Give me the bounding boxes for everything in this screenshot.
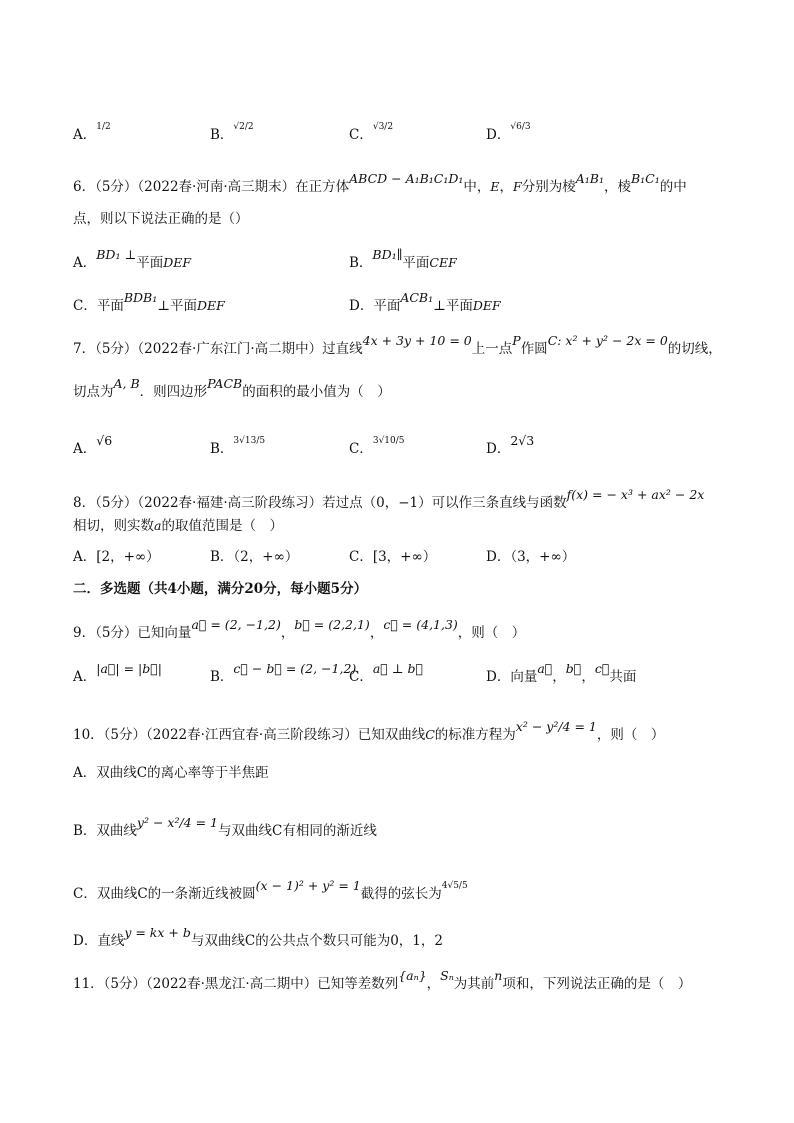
q7-option-b — [210, 436, 266, 460]
math: C: x² + y² − 2x = 0 — [547, 333, 668, 348]
text: 的切线， — [667, 341, 722, 357]
text: 的面积的最小值为（ ） — [242, 384, 391, 400]
q8-option-d: D．（3，+∞） — [486, 549, 576, 565]
option-label: D．平面 — [349, 298, 401, 314]
q8-stem-line1 — [73, 487, 705, 512]
math: Sₙ — [440, 968, 454, 983]
q10-option-b — [73, 815, 377, 840]
text: 作圆 — [520, 341, 548, 357]
math: DEF — [472, 298, 501, 313]
q7-stem-line1 — [73, 333, 722, 358]
math: 4x + 3y + 10 = 0 — [362, 333, 472, 348]
text: 平面 — [136, 255, 164, 271]
text: C．双曲线C的一条渐近线被圆 — [73, 886, 256, 902]
option-value: 3√10/5 — [372, 436, 405, 446]
text: ， — [280, 625, 295, 641]
math: A₁B₁ — [575, 171, 604, 186]
text: 8．（5分）（2022春·福建·高三阶段练习）若过点（0，−1）可以作三条直线与函数 — [73, 495, 567, 511]
math: {aₙ} — [398, 968, 427, 983]
math: B₁C₁ — [630, 171, 660, 186]
text: ，则（ ） — [596, 727, 665, 743]
math: ABCD − A₁B₁C₁D₁ — [349, 171, 464, 186]
option-label: B． — [210, 669, 234, 685]
option-label: C．平面 — [73, 298, 124, 314]
option-label: A． — [73, 255, 97, 271]
math: 4√5/5 — [441, 881, 468, 891]
q10-option-d — [73, 925, 443, 950]
q9-option-d — [486, 661, 637, 686]
option-value: √2/2 — [233, 122, 254, 132]
math: E — [490, 179, 500, 194]
text: ，棱 — [603, 179, 631, 195]
math: b⃗ — [565, 661, 582, 676]
math: BDB₁ — [123, 290, 158, 305]
text: B．双曲线 — [73, 823, 137, 839]
q7-option-c — [349, 436, 405, 460]
option-label: D．向量 — [486, 669, 538, 685]
q6-option-b — [349, 247, 457, 272]
text: ， — [581, 669, 595, 685]
text: ，则（ ） — [457, 625, 526, 641]
q5-option-b — [210, 122, 254, 146]
text: 分别为棱 — [521, 179, 576, 195]
text: 切点为 — [73, 384, 114, 400]
math: a — [154, 518, 162, 533]
q10-stem — [73, 719, 665, 744]
math: F — [513, 179, 522, 194]
text: 10．（5分）（2022春·江西宜春·高三阶段练习）已知双曲线 — [73, 727, 426, 743]
q7-option-a — [73, 433, 113, 458]
text: ， — [369, 625, 384, 641]
option-value: √3/2 — [372, 122, 394, 132]
option-label: A． — [73, 441, 97, 457]
math: DEF — [163, 255, 192, 270]
option-label: A． — [73, 127, 97, 143]
math: y = kx + b — [124, 925, 191, 940]
text: 平面 — [402, 255, 430, 271]
text: 的标准方程为 — [434, 727, 516, 743]
option-value: c⃗ − b⃗ = (2, −1,2) — [233, 661, 357, 676]
option-label: C． — [349, 669, 373, 685]
q6-option-d — [349, 290, 501, 315]
text: 的中 — [659, 179, 687, 195]
math: C — [425, 727, 435, 742]
option-value: 1/2 — [96, 122, 111, 132]
q10-option-c — [73, 878, 468, 905]
text: 与双曲线C的公共点个数只可能为0，1，2 — [190, 933, 443, 949]
text: ⊥平面 — [157, 298, 197, 314]
text: ．则四边形 — [139, 384, 208, 400]
text: ， — [499, 179, 514, 195]
text: 相切，则实数 — [73, 518, 154, 534]
text: 与双曲线C有相同的渐近线 — [218, 823, 377, 839]
q8-stem-line2 — [73, 517, 283, 535]
text: 的取值范围是（ ） — [161, 518, 283, 534]
q8-option-c: C．[3，+∞） — [349, 549, 437, 565]
math: y² − x²/4 = 1 — [136, 815, 219, 830]
text: 7．（5分）（2022春·广东江门·高二期中）过直线 — [73, 341, 363, 357]
option-value: |a⃗| = |b⃗| — [96, 661, 162, 676]
math: a⃗ = (2, −1,2) — [191, 617, 281, 632]
q9-option-b — [210, 661, 357, 686]
option-value: a⃗ ⊥ b⃗ — [372, 661, 424, 676]
text: 11．（5分）（2022春·黑龙江·高二期中）已知等差数列 — [73, 976, 399, 992]
section-heading: 二．多选题（共4小题，满分20分，每小题5分） — [73, 581, 368, 597]
text: 为其前 — [453, 976, 495, 992]
q5-option-c — [349, 122, 394, 146]
text: 截得的弦长为 — [360, 886, 442, 902]
q5-option-a — [73, 122, 111, 146]
math: a⃗ — [537, 661, 553, 676]
math: x² − y²/4 = 1 — [515, 719, 597, 734]
math: b⃗ = (2,2,1) — [294, 617, 370, 632]
text: 9．（5分）已知向量 — [73, 625, 192, 641]
q9-option-a — [73, 661, 162, 686]
math: (x − 1)² + y² = 1 — [255, 878, 361, 893]
option-value: 2√3 — [510, 433, 535, 448]
option-value: √6/3 — [510, 122, 531, 132]
option-label: D． — [486, 441, 511, 457]
option-label: B． — [349, 255, 373, 271]
q7-option-d — [486, 433, 535, 458]
q9-stem — [73, 617, 526, 642]
option-label: C． — [349, 127, 373, 143]
math: DEF — [196, 298, 225, 313]
math: P — [512, 333, 521, 348]
text: 上一点 — [471, 341, 513, 357]
option-value: √6 — [96, 433, 113, 448]
option-label: B． — [210, 441, 234, 457]
text: ⊥平面 — [433, 298, 473, 314]
math: BD₁ ⊥ — [96, 247, 137, 262]
math: f(x) = − x³ + ax² − 2x — [566, 487, 705, 502]
math: n — [494, 968, 503, 983]
q5-option-d — [486, 122, 531, 146]
text: 中， — [463, 179, 491, 195]
option-label: B． — [210, 127, 234, 143]
math: A, B — [113, 376, 140, 391]
math: CEF — [429, 255, 457, 270]
text: ， — [552, 669, 566, 685]
q7-stem-line2 — [73, 376, 391, 401]
text: 共面 — [609, 669, 637, 685]
math: c⃗ = (4,1,3) — [383, 617, 458, 632]
option-label: D． — [486, 127, 511, 143]
q6-option-a — [73, 247, 192, 272]
math: c⃗ — [594, 661, 610, 676]
q6-stem-line2: 点，则以下说法正确的是（） — [73, 211, 249, 227]
text: 6．（5分）（2022春·河南·高三期末）在正方体 — [73, 179, 350, 195]
option-label: A． — [73, 669, 97, 685]
q11-stem — [73, 968, 692, 993]
q6-stem-line1 — [73, 171, 687, 196]
text: D．直线 — [73, 933, 125, 949]
text: ， — [426, 976, 441, 992]
text: 项和，下列说法正确的是（ ） — [502, 976, 692, 992]
q8-option-b: B．（2，+∞） — [210, 549, 299, 565]
math: PACB — [207, 376, 243, 391]
option-label: C． — [349, 441, 373, 457]
math: ACB₁ — [400, 290, 434, 305]
q6-option-c — [73, 290, 225, 315]
q10-option-a: A．双曲线C的离心率等于半焦距 — [73, 765, 269, 781]
option-value: 3√13/5 — [233, 436, 266, 446]
q8-option-a: A．[2，+∞） — [73, 549, 160, 565]
math: BD₁∥ — [372, 247, 403, 262]
q9-option-c — [349, 661, 424, 686]
